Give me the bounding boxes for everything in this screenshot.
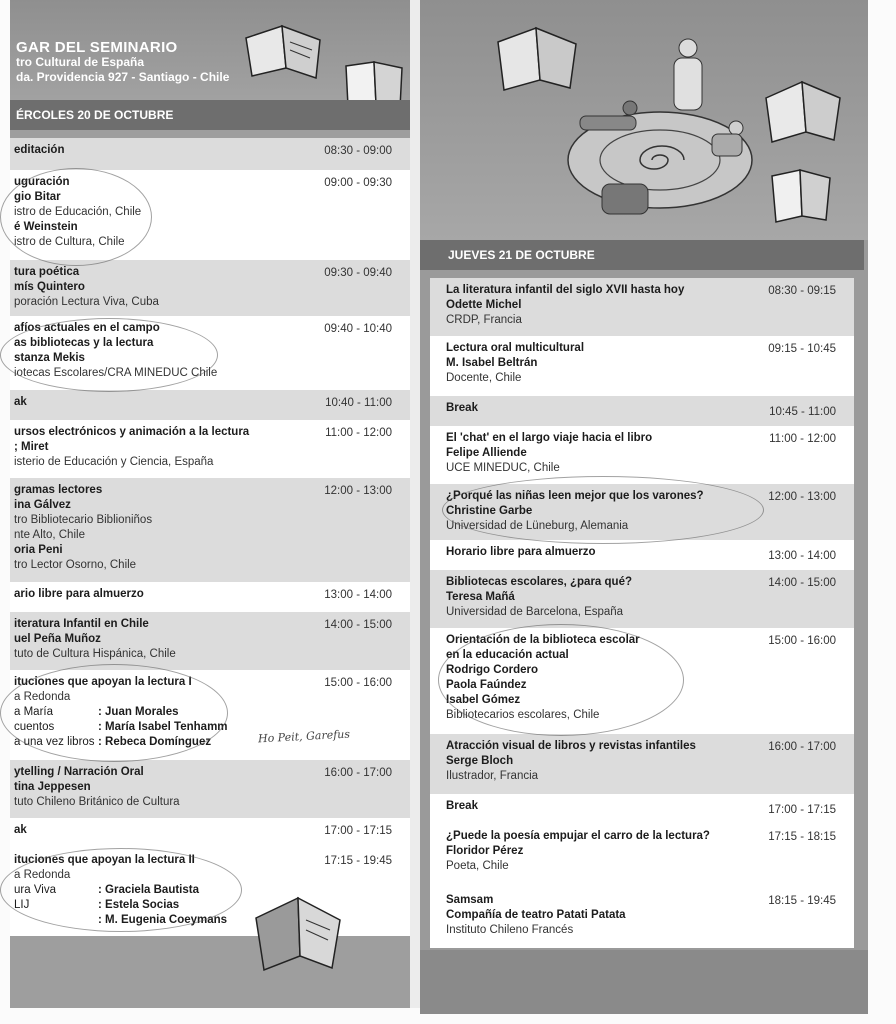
left-panel	[10, 0, 410, 1008]
venue-address: da. Providencia 927 - Santiago - Chile	[16, 70, 230, 84]
speaker-affiliation: tuto Chileno Británico de Cultura	[14, 796, 180, 808]
session-title: Orientación de la biblioteca escolar	[446, 634, 640, 646]
speaker-name: Teresa Mañá	[446, 591, 515, 603]
session-title: editación	[14, 144, 65, 156]
speaker-name: Isabel Gómez	[446, 694, 521, 706]
schedule-row	[10, 138, 410, 170]
speaker-affiliation: tro Lector Osorno, Chile	[14, 559, 137, 571]
session-time: 14:00 - 15:00	[324, 619, 392, 631]
right-panel	[420, 0, 868, 1014]
speaker-name: ; Miret	[14, 441, 49, 453]
session-time: 18:15 - 19:45	[768, 895, 836, 907]
open-book-icon	[242, 18, 326, 80]
hand-drawn-circle	[438, 624, 684, 736]
session-time: 16:00 - 17:00	[768, 741, 836, 753]
speaker-affiliation: iotecas Escolares/CRA MINEDUC Chile	[14, 367, 218, 379]
session-time: 13:00 - 14:00	[324, 589, 392, 601]
schedule-row	[10, 390, 410, 420]
footer-band	[420, 950, 868, 1014]
session-title-line: en la educación actual	[446, 649, 569, 661]
session-title: ituciones que apoyan la lectura II	[14, 854, 195, 866]
session-title: tura poética	[14, 266, 80, 278]
schedule-row	[10, 612, 410, 670]
hand-drawn-circle	[0, 168, 152, 266]
session-time: 17:15 - 18:15	[768, 831, 836, 843]
schedule-row	[430, 540, 854, 570]
session-time: 09:00 - 09:30	[324, 177, 392, 189]
speaker-affiliation: UCE MINEDUC, Chile	[446, 462, 560, 474]
session-time: 10:40 - 11:00	[325, 397, 392, 409]
speaker-name: : Rebeca Domínguez	[98, 736, 212, 748]
speaker-org: cuentos	[14, 721, 55, 733]
speaker-affiliation: istro de Educación, Chile	[14, 206, 142, 218]
speaker-name: : M. Eugenia Coeymans	[98, 914, 228, 926]
speaker-affiliation: poración Lectura Viva, Cuba	[14, 296, 159, 308]
session-format: a Redonda	[14, 691, 71, 703]
day-header-wednesday: ÉRCOLES 20 DE OCTUBRE	[10, 100, 410, 130]
speaker-name: : Juan Morales	[98, 706, 179, 718]
speaker-name: Paola Faúndez	[446, 679, 527, 691]
speaker-affiliation: Docente, Chile	[446, 372, 522, 384]
session-time: 17:00 - 17:15	[324, 825, 392, 837]
venue-title: GAR DEL SEMINARIO	[16, 39, 178, 56]
speaker-affiliation: isterio de Educación y Ciencia, España	[14, 456, 214, 468]
speaker-org: a una vez libros	[14, 736, 95, 748]
schedule-row	[430, 734, 854, 794]
session-time: 08:30 - 09:15	[768, 285, 836, 297]
speaker-org: ura Viva	[14, 884, 56, 896]
speaker-affiliation: nte Alto, Chile	[14, 529, 85, 541]
session-title: El 'chat' en el largo viaje hacia el libro	[446, 432, 653, 444]
schedule-row	[10, 760, 410, 818]
speaker-name: uel Peña Muñoz	[14, 633, 101, 645]
speaker-name: M. Isabel Beltrán	[446, 357, 538, 369]
speaker-name: Christine Garbe	[446, 505, 533, 517]
hand-drawn-circle	[0, 848, 242, 932]
session-title: gramas lectores	[14, 484, 103, 496]
speaker-name: é Weinstein	[14, 221, 78, 233]
session-time: 12:00 - 13:00	[324, 485, 392, 497]
speaker-name: oria Peni	[14, 544, 63, 556]
session-time: 14:00 - 15:00	[768, 577, 836, 589]
schedule-row	[430, 888, 854, 948]
session-time: 08:30 - 09:00	[324, 145, 392, 157]
schedule-row	[430, 570, 854, 628]
speaker-name: : María Isabel Tenhamm	[98, 721, 228, 733]
handwritten-note: Ho Peit, Garefus	[257, 727, 351, 746]
venue-line: tro Cultural de España	[16, 55, 145, 69]
schedule-row	[10, 582, 410, 612]
session-title: ak	[14, 824, 27, 836]
speaker-name: Odette Michel	[446, 299, 522, 311]
schedule-row	[10, 478, 410, 582]
session-time: 10:45 - 11:00	[769, 406, 836, 418]
speaker-name: stanza Mekis	[14, 352, 85, 364]
session-title: ak	[14, 396, 27, 408]
session-format: a Redonda	[14, 869, 71, 881]
session-title-line: as bibliotecas y la lectura	[14, 337, 154, 349]
session-time: 12:00 - 13:00	[768, 491, 836, 503]
speaker-affiliation: Bibliotecarios escolares, Chile	[446, 709, 600, 721]
session-time: 09:40 - 10:40	[324, 323, 392, 335]
schedule-row	[10, 818, 410, 848]
schedule-row	[430, 278, 854, 336]
session-title: ario libre para almuerzo	[14, 588, 144, 600]
session-title: ituciones que apoyan la lectura I	[14, 676, 192, 688]
speaker-affiliation: Universidad de Barcelona, España	[446, 606, 624, 618]
speaker-name: Compañía de teatro Patati Patata	[446, 909, 626, 921]
session-time: 11:00 - 12:00	[769, 433, 836, 445]
hand-drawn-circle	[0, 318, 218, 392]
speaker-name: : Graciela Bautista	[98, 884, 199, 896]
schedule-row	[430, 426, 854, 484]
session-title: Break	[446, 402, 478, 414]
session-time: 09:30 - 09:40	[324, 267, 392, 279]
session-title: iteratura Infantil en Chile	[14, 618, 149, 630]
speaker-affiliation: Ilustrador, Francia	[446, 770, 539, 782]
speaker-affiliation: tuto de Cultura Hispánica, Chile	[14, 648, 176, 660]
speaker-name: ina Gálvez	[14, 499, 71, 511]
hand-drawn-circle	[0, 664, 228, 762]
session-title: afíos actuales en el campo	[14, 322, 160, 334]
day-header-thursday: JUEVES 21 DE OCTUBRE	[420, 240, 864, 270]
speaker-affiliation: istro de Cultura, Chile	[14, 236, 125, 248]
session-time: 16:00 - 17:00	[324, 767, 392, 779]
session-title: Horario libre para almuerzo	[446, 546, 596, 558]
speaker-affiliation: CRDP, Francia	[446, 314, 522, 326]
session-time: 13:00 - 14:00	[768, 550, 836, 562]
open-book-icon	[762, 78, 844, 144]
speaker-name: Serge Bloch	[446, 755, 514, 767]
speaker-affiliation: Poeta, Chile	[446, 860, 509, 872]
schedule-row	[430, 794, 854, 824]
session-title: Lectura oral multicultural	[446, 342, 585, 354]
session-time: 17:00 - 17:15	[768, 804, 836, 816]
session-title: Break	[446, 800, 478, 812]
speaker-name: : Estela Socias	[98, 899, 180, 911]
speaker-name: mís Quintero	[14, 281, 85, 293]
session-time: 15:00 - 16:00	[768, 635, 836, 647]
session-title: Samsam	[446, 894, 494, 906]
speaker-org: a María	[14, 706, 53, 718]
schedule-row	[10, 420, 410, 478]
speaker-affiliation: Instituto Chileno Francés	[446, 924, 574, 936]
schedule-row	[430, 336, 854, 396]
speaker-name: Felipe Alliende	[446, 447, 527, 459]
venue-block	[16, 40, 229, 85]
session-title: uguración	[14, 176, 70, 188]
speaker-name: Rodrigo Cordero	[446, 664, 538, 676]
schedule-row	[430, 396, 854, 426]
hand-drawn-circle	[442, 476, 764, 544]
session-time: 15:00 - 16:00	[324, 677, 392, 689]
session-time: 17:15 - 19:45	[324, 855, 392, 867]
session-time: 11:00 - 12:00	[325, 427, 392, 439]
speaker-name: Floridor Pérez	[446, 845, 524, 857]
schedule-row	[430, 824, 854, 888]
speaker-name: gio Bitar	[14, 191, 61, 203]
speaker-org: LIJ	[14, 899, 30, 911]
speaker-name: tina Jeppesen	[14, 781, 91, 793]
speaker-affiliation: Universidad de Lüneburg, Alemania	[446, 520, 629, 532]
session-title: Atracción visual de libros y revistas infantiles	[446, 740, 696, 752]
session-title: ¿Porqué las niñas leen mejor que los varones?	[446, 490, 704, 502]
open-book-icon	[494, 24, 580, 92]
session-title: ¿Puede la poesía empujar el carro de la lectura?	[446, 830, 710, 842]
session-title: ytelling / Narración Oral	[14, 766, 144, 778]
open-book-icon	[770, 168, 834, 224]
session-title: Bibliotecas escolares, ¿para qué?	[446, 576, 632, 588]
open-book-icon	[250, 894, 346, 974]
session-title: La literatura infantil del siglo XVII hasta hoy	[446, 284, 685, 296]
session-title: ursos electrónicos y animación a la lectura	[14, 426, 250, 438]
schedule-row	[10, 260, 410, 316]
fold-gutter	[410, 0, 420, 1008]
session-time: 09:15 - 10:45	[768, 343, 836, 355]
speaker-affiliation: tro Bibliotecario Biblioniños	[14, 514, 153, 526]
